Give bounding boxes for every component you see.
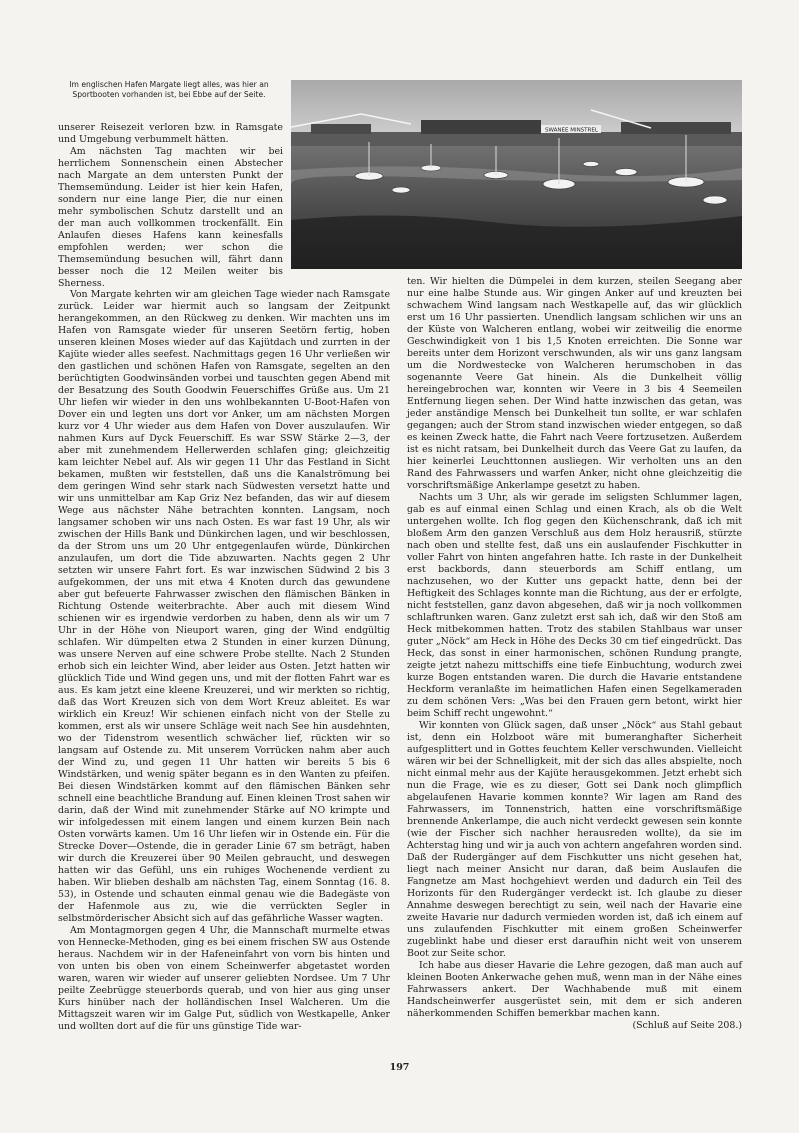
harbor-sign-text: SWANEE MINSTREL xyxy=(545,127,598,134)
harbor-photo xyxy=(291,80,742,269)
paragraph: Wir konnten von Glück sagen, daß unser „Nöck“ aus Stahl gebaut ist, denn ein Holzboot wäre mit bumeranghafter Sicherheit aufgesplittert und in Gottes feuchtem Keller verschwunden. Vielleicht wären wir bei der Schnelligkeit, mit der sich das alles abspielte, noch nicht einmal mehr aus der Kajüte herausgekommen. Jetzt erhebt sich nun die Frage, wie es zu dieser, Gott sei Dank noch glimpflich abgelaufenen Havarie kommen konnte? Wir lagen am Rand des Fahrwassers, im Tonnenstrich, hatten eine vorschriftsmäßige brennende Ankerlampe, die auch nicht verdeckt gewesen sein konnte (wie der Fischer sich nachher herausreden wollte), da sie im Achterstag hing und wir ja auch von achtern angefahren worden sind. Daß der Rudergänger auf dem Fischkutter uns nicht gesehen hat, liegt nach meiner Ansicht nur daran, daß beim Auslaufen die Fangnetze am Mast hochgehievt werden und dadurch ein Teil des Horizonts für den Rudergänger verdeckt ist. Ich glaube zu dieser Annahme deswegen berechtigt zu sein, weil nach der Havarie eine zweite Havarie nur dadurch vermieden worden ist, daß ich einem auf uns zulaufenden Fischkutter mit einem großen Scheinwerfer zugeblinkt habe und dieser erst daraufhin nicht weit von unserem Boot zur Seite schor. xyxy=(407,720,742,959)
column-left xyxy=(58,289,390,1033)
paragraph: unserer Reisezeit verloren bzw. in Ramsgate und Umgebung verbummelt hätten. xyxy=(58,122,283,145)
paragraph: ten. Wir hielten die Dümpelei in dem kurzen, steilen Seegang aber nur eine halbe Stunde aus. Wir gingen Anker auf und kreuzten bei schwachem Wind langsam nach Westkapelle auf, das wir glücklich erst um 16 Uhr passierten. Unendlich langsam schlichen wir uns an der Küste von Walcheren entlang, wobei wir zeitweilig die enorme Geschwindigkeit von 1 bis 1,5 Knoten erreichten. Die Sonne war bereits unter dem Horizont verschwunden, als wir uns ganz langsam um die Nordwestecke von Walcheren herumschoben in das sogenannte Veere Gat hinein. Als die Dunkelheit völlig hereingebrochen war, konnten wir Veere in 3 bis 4 Seemeilen Entfernung liegen sehen. Der Wind hatte inzwischen das getan, was jeder anständige Mensch bei Dunkelheit tun sollte, er war schlafen gegangen; auch der Strom stand inzwischen wieder entgegen, so daß es keinen Zweck hatte, die Fahrt nach Veere fortzusetzen. Außerdem ist es nicht ratsam, bei Dunkelheit durch das Veere Gat zu laufen, da hier keinerlei Leuchttonnen ausliegen. Wir verholten uns an den Rand des Fahrwassers und warfen Anker, nicht ohne gleichzeitig die vorschriftsmäßige Ankerlampe gesetzt zu haben. xyxy=(407,276,742,491)
page-number: 197 xyxy=(389,1062,410,1073)
paragraph: Ich habe aus dieser Havarie die Lehre gezogen, daß man auch auf kleinen Booten Ankerwache gehen muß, wenn man in der Nähe eines Fahrwassers ankert. Der Wachhabende muß mit einem Handscheinwerfer ausgerüstet sein, mit dem er sich anderen näherkommenden Schiffen bemerkbar machen kann. xyxy=(407,960,742,1019)
photo-caption: Im englischen Hafen Margate liegt alles, was hier an Sportbooten vorhanden ist, bei Ebbe auf der Seite. xyxy=(69,80,269,99)
column-right xyxy=(407,276,742,1032)
continuation-note: (Schluß auf Seite 208.) xyxy=(632,1020,742,1031)
paragraph: Nachts um 3 Uhr, als wir gerade im seligsten Schlummer lagen, gab es auf einmal einen Schlag und einen Krach, als ob die Welt untergehen wollte. Ich flog gegen den Küchenschrank, daß ich mit bloßem Arm den ganzen Verschluß aus dem Holz herausriß, stürzte nach oben und stellte fest, daß uns ein auslaufender Fischkutter in voller Fahrt von hinten angefahren hatte. Ich raste in der Dunkelheit erst backbords, dann steuerbords am Schiff entlang, um nachzusehen, wo der Kutter uns gepackt hatte, denn bei der Heftigkeit des Schlages konnte man die Richtung, aus der er erfolgte, nicht feststellen, ganz davon abgesehen, daß wir ja noch vollkommen schlaftrunken waren. Ganz zuletzt erst sah ich, daß wir den Stoß am Heck mitbekommen hatten. Trotz des stabilen Stahlbaus war unser guter „Nöck“ am Heck in Höhe des Decks 30 cm tief eingedrückt. Das Heck, das sonst in einer harmonischen, schönen Rundung prangte, zeigte jetzt nahezu mittschiffs eine tiefe Einbuchtung, wodurch zwei kurze Bogen entstanden waren. Die durch die Havarie entstandene Heckform veranlaßte im heimatlichen Hafen einen Segelkameraden zu dem schönen Vers: „Was bei den Frauen gern betont, wirkt hier beim Schiff recht ungewohnt.“ xyxy=(407,492,742,719)
paragraph: Am Montagmorgen gegen 4 Uhr, die Mannschaft murmelte etwas von Hennecke-Methoden, ging es bei einem frischen SW aus Ostende heraus. Nachdem wir in der Hafeneinfahrt von vorn bis hinten und von unten bis oben von einem Scheinwerfer abgetastet worden waren, waren wir wieder auf unserer geliebten Nordsee. Um 7 Uhr peilte Zeebrügge steuerbords querab, und von hier aus ging unser Kurs hinüber nach der holländischen Insel Walcheren. Um die Mittagszeit waren wir im Galge Put, südlich von Westkapelle, Anker und wollten dort auf die für uns günstige Tide war- xyxy=(58,925,390,1032)
paragraph: Von Margate kehrten wir am gleichen Tage wieder nach Ramsgate zurück. Leider war hiermit auch so langsam der Zeitpunkt herangekommen, an den Rückweg zu denken. Wir machten uns im Hafen von Ramsgate wieder für unseren Seetörn fertig, hoben unseren kleinen Moses wieder auf das Kajütdach und zurrten in der Kajüte wieder alles seefest. Nachmittags gegen 16 Uhr verließen wir den gastlichen und schönen Hafen von Ramsgate, segelten an den berüchtigten Goodwinsänden vorbei und tauschten gegen Abend mit der Besatzung des South Goodwin Feuerschiffes Grüße aus. Um 21 Uhr liefen wir wieder in den uns wohlbekannten U-Boot-Hafen von Dover ein und legten uns dort vor Anker, um am nächsten Morgen kurz vor 4 Uhr wieder aus dem Hafen von Dover auszulaufen. Wir nahmen Kurs auf Dyck Feuerschiff. Es war SSW Stärke 2—3, der aber mit zunehmendem Hellerwerden schlafen ging; gleichzeitig kam leichter Nebel auf. Als wir gegen 11 Uhr das Festland in Sicht bekamen, mußten wir feststellen, daß uns die Kanalströmung bei dem geringen Wind sehr stark nach Südwesten versetzt hatte und wir uns unmittelbar am Kap Griz Nez befanden, das wir auf diesem Wege aus nächster Nähe betrachten konnten. Langsam, noch langsamer schoben wir uns nach Osten. Es war fast 19 Uhr, als wir zwischen der Hills Bank und Dünkirchen lagen, und wir beschlossen, da der Strom uns um 20 Uhr entgegenlaufen würde, Dünkirchen anzulaufen, um dort die Tide abzuwarten. Nachts gegen 2 Uhr setzten wir unsere Fahrt fort. Es war inzwischen Südwind 2 bis 3 aufgekommen, der uns mit etwa 4 Knoten durch das gewundene aber gut befeuerte Fahrwasser zwischen den flämischen Bänken in Richtung Ostende weiterbrachte. Aber auch mit diesem Wind schienen wir es irgendwie verdorben zu haben, denn als wir um 7 Uhr in der Höhe von Nieuport waren, ging der Wind endgültig schlafen. Wir dümpelten etwa 2 Stunden in einer kurzen Dünung, was unsere Nerven auf eine schwere Probe stellte. Nach 2 Stunden erhob sich ein leichter Wind, aber leider aus Osten. Jetzt hatten wir glücklich Tide und Wind gegen uns, und mit der flotten Fahrt war es aus. Es kam jetzt eine kleene Kreuzerei, und wir merkten so richtig, daß das Wort Kreuzen sich von dem Wort Kreuz ableitet. Es war wirklich ein Kreuz! Wir schienen einfach nicht von der Stelle zu kommen, erst als wir unsere Schläge weit nach See hin ausdehnten, wo der Tidenstrom wesentlich schwächer lief, rückten wir so langsam auf Ostende zu. Mit unserem Vorrücken nahm aber auch der Wind zu, und gegen 11 Uhr hatten wir bereits 5 bis 6 Windstärken, und wenig später begann es in den Wanten zu pfeifen. Bei diesen Windstärken kommt auf den flämischen Bänken sehr schnell eine beachtliche Brandung auf. Einen kleinen Trost sahen wir darin, daß der Wind mit zunehmender Stärke auf NO krimpte und wir infolgedessen mit einem langen und einem kurzen Bein nach Osten vorwärts kamen. Um 16 Uhr liefen wir in Ostende ein. Für die Strecke Dover—Ostende, die in gerader Linie 67 sm beträgt, haben wir durch die Kreuzerei über 90 Meilen gebraucht, und deswegen hatten wir das Gefühl, uns ein ruhiges Wochenende verdient zu haben. Wir blieben deshalb am nächsten Tag, einem Sonntag (16. 8. 53), in Ostende und schauten einmal genau wie die Badegäste von der Hafenmole aus zu, wie die verrückten Segler in selbstmörderischer Absicht sich auf das gefährliche Wasser wagten. xyxy=(58,289,390,924)
column-top-left xyxy=(58,122,283,290)
paragraph: Am nächsten Tag machten wir bei herrlichem Sonnenschein einen Abstecher nach Margate an dem untersten Punkt der Themsemündung. Leider ist hier kein Hafen, sondern nur eine lange Pier, die nur einen mehr symbolischen Schutz darstellt und an der man auch vollkommen trockenfällt. Ein Anlaufen dieses Hafens kann keinesfalls empfohlen werden; wer schon die Themsemündung besuchen will, fährt dann besser noch die 12 Meilen weiter bis Sherness. xyxy=(58,146,283,289)
